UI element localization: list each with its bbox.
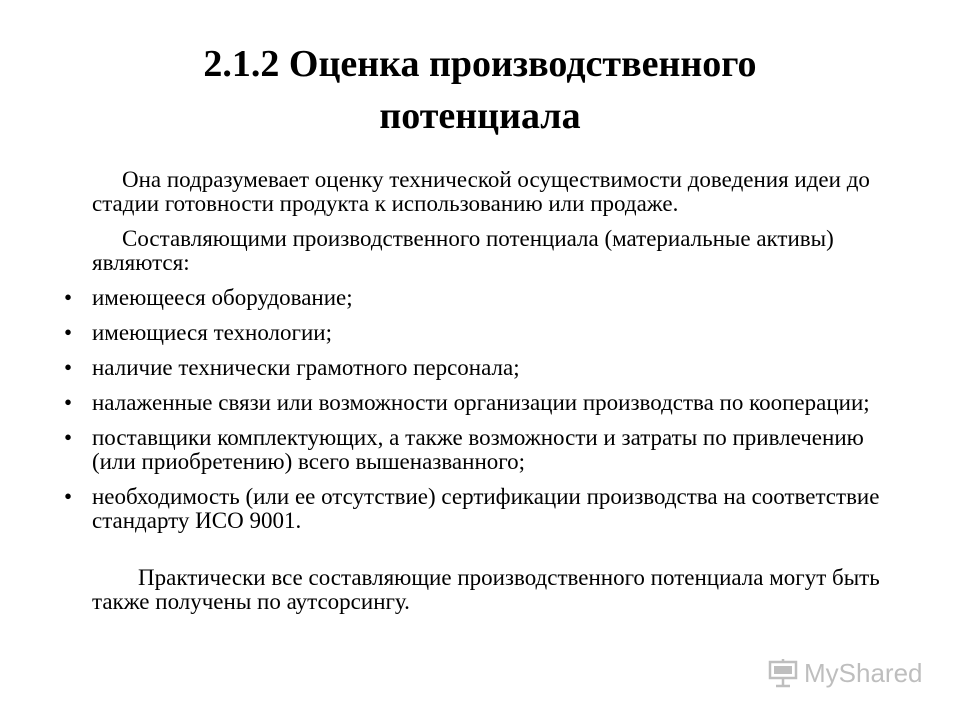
intro-paragraph: Составляющими производственного потенциала (материальные активы) являются: [92,226,834,275]
bullet-list [64,286,884,533]
slide-title-line-2: потенциала [379,95,581,137]
list-item [64,485,884,533]
slide-body [64,168,884,614]
bullet-icon: • [64,285,73,310]
list-item [64,321,884,345]
list-item-text: имеющиеся технологии; [92,320,332,345]
list-item-text: необходимость (или ее отсутствие) сертификации производства на соответствие стандарту ИСО 9001. [92,484,880,533]
bullet-icon: • [64,390,73,415]
bullet-icon: • [64,425,73,450]
list-item [64,391,884,415]
list-item-text: поставщики комплектующих, а также возможности и затраты по привлечению (или приобретению) всего вышеназванного; [92,425,864,474]
intro-paragraph: Она подразумевает оценку технической осуществимости доведения идеи до стадии готовности продукта к использованию или продаже. [92,167,870,216]
bullet-icon: • [64,355,73,380]
slide-title [80,38,880,142]
list-item-text: имеющееся оборудование; [92,285,353,310]
bullet-icon: • [64,320,73,345]
presentation-board-icon [768,658,798,688]
closing-paragraph: Практически все составляющие производственного потенциала могут быть также получены по аутсорсингу. [92,565,880,614]
list-item-text: налаженные связи или возможности организации производства по кооперации; [92,390,870,415]
watermark-brand-text: MyShared [804,657,923,688]
slide-title-line-1: 2.1.2 Оценка производственного [203,43,757,85]
list-item [64,426,884,474]
list-item [64,286,884,310]
bullet-icon: • [64,484,73,509]
list-item-text: наличие технически грамотного персонала; [92,355,520,380]
list-item [64,356,884,380]
watermark-logo [768,656,923,690]
